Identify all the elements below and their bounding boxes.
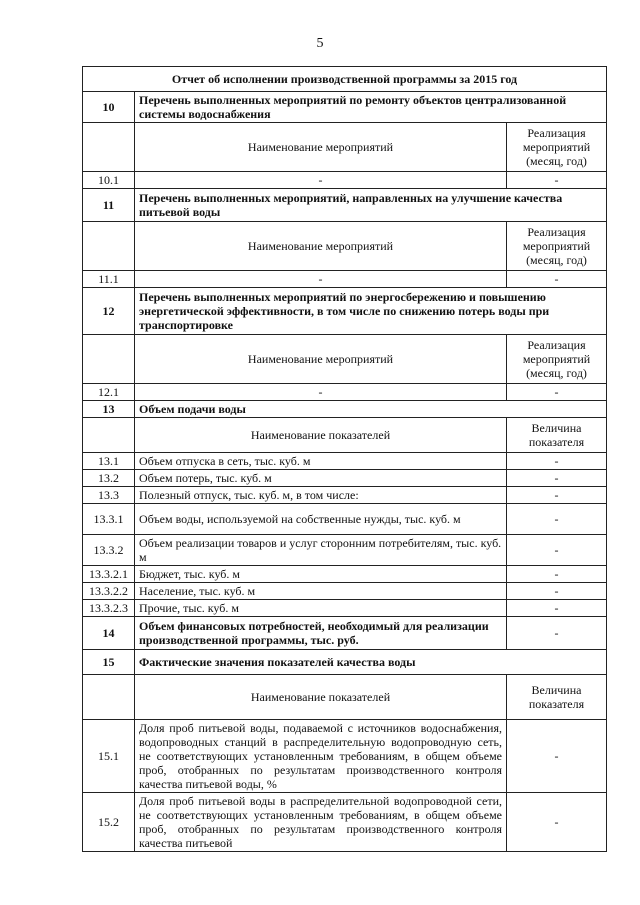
row-name: Полезный отпуск, тыс. куб. м, в том числе:	[135, 487, 507, 504]
row-value: -	[507, 566, 607, 583]
section-number: 15	[83, 650, 135, 675]
row-name: Объем отпуска в сеть, тыс. куб. м	[135, 453, 507, 470]
row-value: -	[507, 504, 607, 535]
table-row	[83, 583, 607, 600]
row-value: -	[507, 384, 607, 401]
row-value: -	[507, 535, 607, 566]
table-row	[83, 720, 607, 793]
row-number: 13.1	[83, 453, 135, 470]
column-header-value: Величина показателя	[507, 675, 607, 720]
table-row	[83, 453, 607, 470]
column-header-row	[83, 335, 607, 384]
row-name: -	[135, 172, 507, 189]
row-value: -	[507, 453, 607, 470]
section-13-header	[83, 401, 607, 418]
row-number: 13.3	[83, 487, 135, 504]
row-value: -	[507, 271, 607, 288]
table-title: Отчет об исполнении производственной программы за 2015 год	[83, 67, 607, 92]
row-value: -	[507, 720, 607, 793]
column-header-name: Наименование мероприятий	[135, 335, 507, 384]
column-header-value: Реализация мероприятий (месяц, год)	[507, 335, 607, 384]
row-number: 10.1	[83, 172, 135, 189]
section-number: 10	[83, 92, 135, 123]
column-header-name: Наименование показателей	[135, 418, 507, 453]
column-header-row	[83, 418, 607, 453]
section-11-header	[83, 189, 607, 222]
row-name: Объем воды, используемой на собственные нужды, тыс. куб. м	[135, 504, 507, 535]
row-number: 13.3.2.3	[83, 600, 135, 617]
row-name: Доля проб питьевой воды в распределительной водопроводной сети, не соответствующих установленным требованиям, в общем объеме проб, отобранных по результатам производственного контроля качества питьевой	[135, 793, 507, 852]
table-row	[83, 504, 607, 535]
section-title: Перечень выполненных мероприятий по энергосбережению и повышению энергетической эффективности, в том числе по снижению потерь воды при транспортировке	[135, 288, 607, 335]
column-header-row	[83, 675, 607, 720]
row-number: 11.1	[83, 271, 135, 288]
row-number: 13.3.1	[83, 504, 135, 535]
table-row	[83, 793, 607, 852]
table-row	[83, 172, 607, 189]
column-header-row	[83, 123, 607, 172]
row-name: Население, тыс. куб. м	[135, 583, 507, 600]
section-title: Перечень выполненных мероприятий по ремонту объектов централизованной системы водоснабжения	[135, 92, 607, 123]
row-name: Прочие, тыс. куб. м	[135, 600, 507, 617]
report-table	[82, 66, 607, 852]
table-row	[83, 535, 607, 566]
section-number: 14	[83, 617, 135, 650]
row-number: 15.1	[83, 720, 135, 793]
section-title: Объем финансовых потребностей, необходимый для реализации производственной программы, тыс. руб.	[135, 617, 507, 650]
row-value: -	[507, 617, 607, 650]
row-name: Бюджет, тыс. куб. м	[135, 566, 507, 583]
section-15-header	[83, 650, 607, 675]
row-name: -	[135, 384, 507, 401]
row-number: 13.2	[83, 470, 135, 487]
section-number: 13	[83, 401, 135, 418]
table-row	[83, 487, 607, 504]
section-12-header	[83, 288, 607, 335]
section-10-header	[83, 92, 607, 123]
row-number: 12.1	[83, 384, 135, 401]
table-row	[83, 566, 607, 583]
section-title: Перечень выполненных мероприятий, направленных на улучшение качества питьевой воды	[135, 189, 607, 222]
table-row	[83, 470, 607, 487]
column-header-name: Наименование показателей	[135, 675, 507, 720]
page-number: 5	[316, 36, 324, 51]
column-header-name: Наименование мероприятий	[135, 222, 507, 271]
row-value: -	[507, 793, 607, 852]
column-header-value: Реализация мероприятий (месяц, год)	[507, 222, 607, 271]
table-row	[83, 384, 607, 401]
column-header-value: Реализация мероприятий (месяц, год)	[507, 123, 607, 172]
row-name: Объем реализации товаров и услуг сторонним потребителям, тыс. куб. м	[135, 535, 507, 566]
empty-cell	[83, 418, 135, 453]
row-number: 13.3.2	[83, 535, 135, 566]
row-value: -	[507, 600, 607, 617]
table-row	[83, 600, 607, 617]
empty-cell	[83, 123, 135, 172]
empty-cell	[83, 335, 135, 384]
section-number: 11	[83, 189, 135, 222]
empty-cell	[83, 675, 135, 720]
row-name: Объем потерь, тыс. куб. м	[135, 470, 507, 487]
section-title: Фактические значения показателей качества воды	[135, 650, 607, 675]
row-number: 13.3.2.1	[83, 566, 135, 583]
row-number: 15.2	[83, 793, 135, 852]
column-header-value: Величина показателя	[507, 418, 607, 453]
row-value: -	[507, 470, 607, 487]
section-title: Объем подачи воды	[135, 401, 607, 418]
row-name: -	[135, 271, 507, 288]
empty-cell	[83, 222, 135, 271]
section-number: 12	[83, 288, 135, 335]
row-number: 13.3.2.2	[83, 583, 135, 600]
section-14-row	[83, 617, 607, 650]
table-row	[83, 271, 607, 288]
row-value: -	[507, 172, 607, 189]
row-value: -	[507, 487, 607, 504]
row-value: -	[507, 583, 607, 600]
table-title-row	[83, 67, 607, 92]
column-header-name: Наименование мероприятий	[135, 123, 507, 172]
row-name: Доля проб питьевой воды, подаваемой с источников водоснабжения, водопроводных станций в распределительную водопроводную сеть, не соответствующих установленным требованиям, в общем объеме проб, отобранных по результатам производственного контроля качества питьевой воды, %	[135, 720, 507, 793]
column-header-row	[83, 222, 607, 271]
